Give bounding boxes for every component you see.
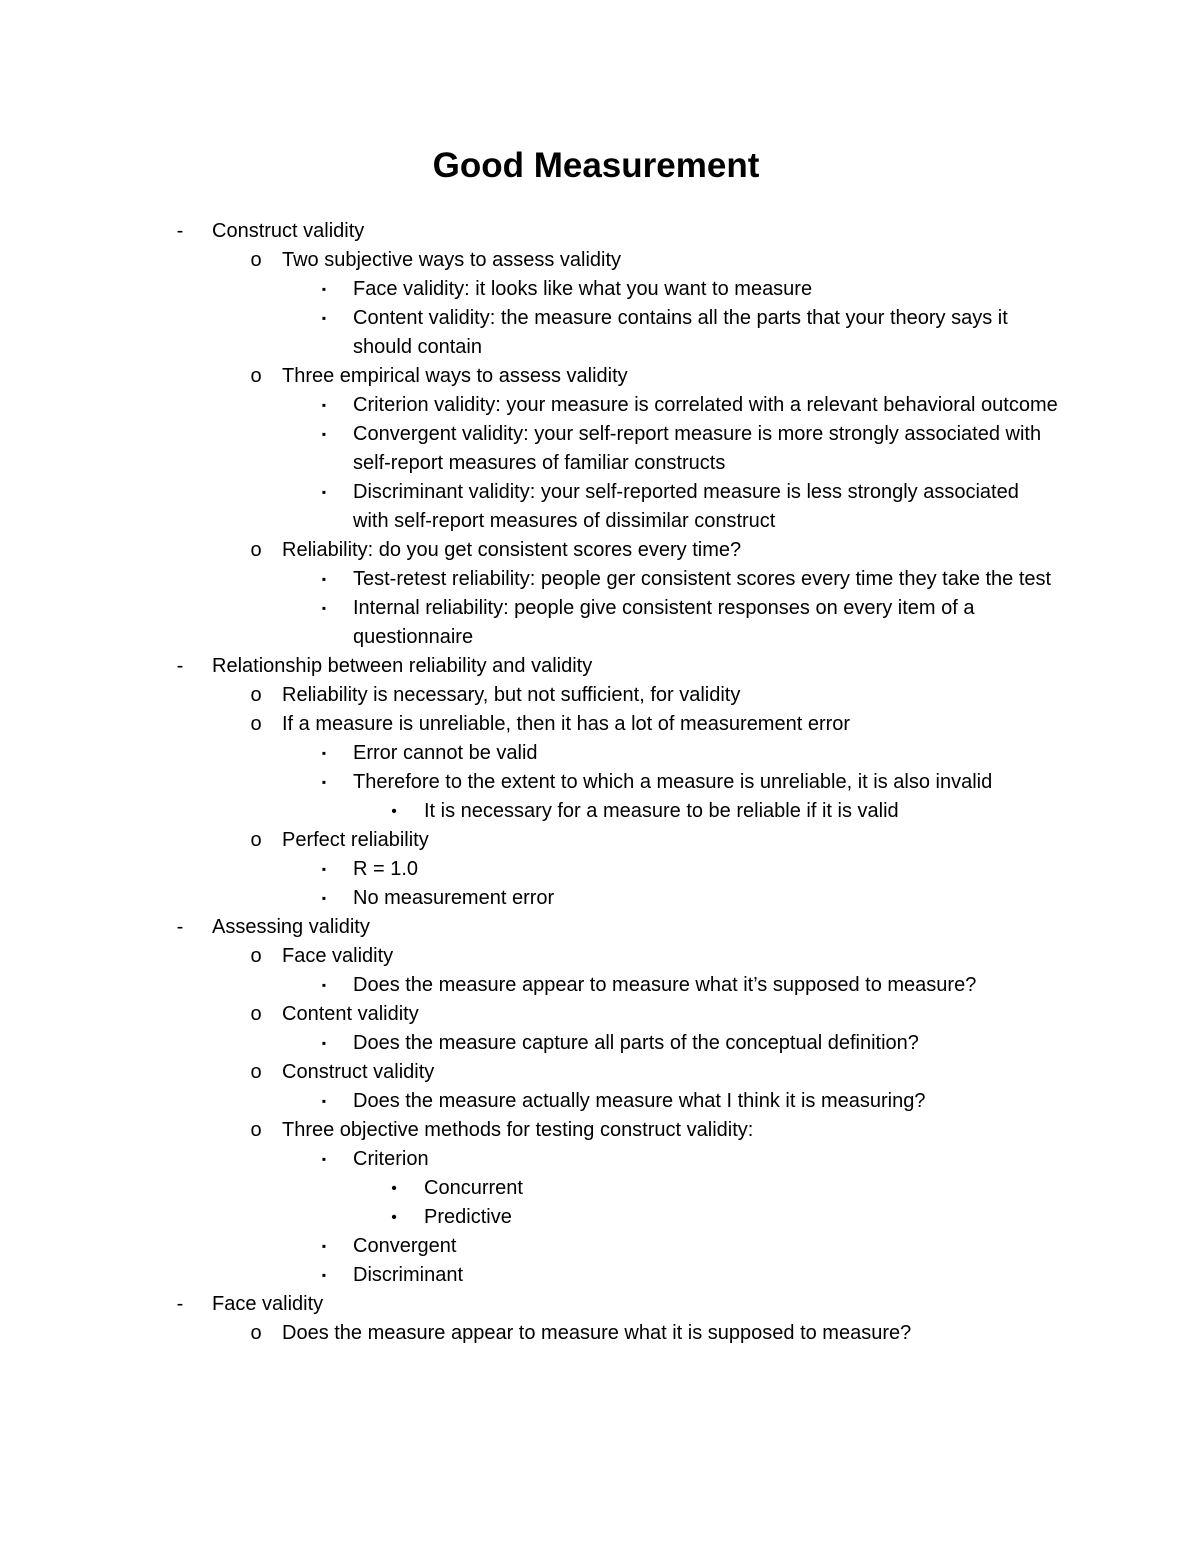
square-bullet-icon: ▪ (321, 1094, 327, 1108)
square-bullet-icon: ▪ (321, 282, 327, 296)
outline-item-text: Face validity: it looks like what you want to measure (353, 278, 813, 300)
square-bullet-icon: ▪ (321, 1036, 327, 1050)
outline-item-text: Predictive (424, 1206, 512, 1228)
outline-item-text: Therefore to the extent to which a measure is unreliable, it is also invalid (353, 771, 993, 793)
outline-item-text: Content validity: the measure contains all the parts that your theory says it should contain (353, 307, 1008, 358)
outline-item-level-4 (0, 797, 1200, 826)
outline-item-level-2 (0, 1116, 1200, 1145)
outline-item-level-1 (0, 217, 1200, 246)
outline-item-level-3 (0, 739, 1200, 768)
square-bullet-icon: ▪ (321, 398, 327, 412)
outline-item-level-1 (0, 1290, 1200, 1319)
round-bullet-icon: • (391, 1180, 397, 1197)
outline-item-level-2 (0, 942, 1200, 971)
outline-item-text: Convergent (353, 1235, 457, 1257)
outline-item-text: Does the measure appear to measure what it is supposed to measure? (282, 1322, 912, 1344)
square-bullet-icon: ▪ (321, 775, 327, 789)
outline-item-text: Concurrent (424, 1177, 523, 1199)
outline-item-level-3 (0, 304, 1200, 362)
circle-bullet-icon: o (250, 1119, 262, 1141)
square-bullet-icon: ▪ (321, 1152, 327, 1166)
circle-bullet-icon: o (250, 945, 262, 967)
outline-item-text: Face validity (282, 945, 394, 967)
outline-item-text: R = 1.0 (353, 858, 419, 880)
outline-item-level-3 (0, 1029, 1200, 1058)
circle-bullet-icon: o (250, 713, 262, 735)
dash-bullet-icon: - (176, 655, 184, 677)
outline-item-text: Three empirical ways to assess validity (282, 365, 628, 387)
outline-item-text: Relationship between reliability and validity (212, 655, 593, 677)
outline-item-level-3 (0, 884, 1200, 913)
square-bullet-icon: ▪ (321, 311, 327, 325)
outline-item-level-2 (0, 1319, 1200, 1348)
outline-item-level-3 (0, 971, 1200, 1000)
outline-item-text: Does the measure appear to measure what it’s supposed to measure? (353, 974, 977, 996)
circle-bullet-icon: o (250, 1322, 262, 1344)
outline-item-text: Discriminant (353, 1264, 464, 1286)
outline-item-level-3 (0, 1087, 1200, 1116)
round-bullet-icon: • (391, 1209, 397, 1226)
circle-bullet-icon: o (250, 829, 262, 851)
outline-item-text: Construct validity (282, 1061, 435, 1083)
square-bullet-icon: ▪ (321, 1268, 327, 1282)
square-bullet-icon: ▪ (321, 572, 327, 586)
outline-item-level-3 (0, 565, 1200, 594)
circle-bullet-icon: o (250, 1061, 262, 1083)
outline-item-text: Criterion (353, 1148, 429, 1170)
outline-item-text: Two subjective ways to assess validity (282, 249, 622, 271)
outline-item-level-3 (0, 1261, 1200, 1290)
outline-item-text: Criterion validity: your measure is correlated with a relevant behavioral outcome (353, 394, 1058, 416)
outline-item-level-3 (0, 275, 1200, 304)
circle-bullet-icon: o (250, 1003, 262, 1025)
outline-item-text: If a measure is unreliable, then it has a lot of measurement error (282, 713, 851, 735)
square-bullet-icon: ▪ (321, 746, 327, 760)
outline-item-level-3 (0, 391, 1200, 420)
outline-list (0, 217, 1200, 1348)
outline-item-text: Convergent validity: your self-report measure is more strongly associated with self-report measures of familiar constructs (353, 423, 1042, 474)
outline-item-text: Test-retest reliability: people ger consistent scores every time they take the test (353, 568, 1052, 590)
outline-item-level-3 (0, 855, 1200, 884)
outline-item-text: Face validity (212, 1293, 324, 1315)
outline-item-level-2 (0, 246, 1200, 275)
outline-item-level-3 (0, 768, 1200, 797)
outline-item-text: Construct validity (212, 220, 365, 242)
outline-item-text: Reliability: do you get consistent scores every time? (282, 539, 742, 561)
round-bullet-icon: • (391, 803, 397, 820)
outline-item-text: It is necessary for a measure to be reliable if it is valid (424, 800, 899, 822)
outline-item-text: Does the measure actually measure what I think it is measuring? (353, 1090, 926, 1112)
circle-bullet-icon: o (250, 684, 262, 706)
circle-bullet-icon: o (250, 539, 262, 561)
outline-item-level-3 (0, 420, 1200, 478)
outline-item-level-3 (0, 594, 1200, 652)
square-bullet-icon: ▪ (321, 601, 327, 615)
outline-item-text: Internal reliability: people give consistent responses on every item of a questionnaire (353, 597, 975, 648)
circle-bullet-icon: o (250, 249, 262, 271)
outline-item-text: Error cannot be valid (353, 742, 538, 764)
square-bullet-icon: ▪ (321, 427, 327, 441)
square-bullet-icon: ▪ (321, 485, 327, 499)
square-bullet-icon: ▪ (321, 978, 327, 992)
dash-bullet-icon: - (176, 1293, 184, 1315)
square-bullet-icon: ▪ (321, 891, 327, 905)
outline-item-level-1 (0, 913, 1200, 942)
square-bullet-icon: ▪ (321, 1239, 327, 1253)
outline-item-level-4 (0, 1174, 1200, 1203)
outline-item-level-2 (0, 826, 1200, 855)
outline-item-text: Assessing validity (212, 916, 370, 938)
outline-item-text: Content validity (282, 1003, 419, 1025)
dash-bullet-icon: - (176, 220, 184, 242)
outline-item-level-1 (0, 652, 1200, 681)
outline-item-text: Perfect reliability (282, 829, 429, 851)
outline-item-text: Discriminant validity: your self-reported measure is less strongly associated with self-report measures of dissimilar construct (353, 481, 1019, 532)
outline-item-text: Does the measure capture all parts of the conceptual definition? (353, 1032, 919, 1054)
circle-bullet-icon: o (250, 365, 262, 387)
outline-item-level-3 (0, 1232, 1200, 1261)
outline-item-level-2 (0, 681, 1200, 710)
outline-item-level-2 (0, 362, 1200, 391)
outline-item-level-2 (0, 1058, 1200, 1087)
outline-item-level-4 (0, 1203, 1200, 1232)
outline-item-level-2 (0, 710, 1200, 739)
outline-item-text: No measurement error (353, 887, 555, 909)
outline-item-text: Reliability is necessary, but not sufficient, for validity (282, 684, 741, 706)
square-bullet-icon: ▪ (321, 862, 327, 876)
outline-item-level-2 (0, 1000, 1200, 1029)
outline-item-level-3 (0, 478, 1200, 536)
outline-item-level-2 (0, 536, 1200, 565)
page-title: Good Measurement (432, 146, 760, 185)
outline-item-level-3 (0, 1145, 1200, 1174)
dash-bullet-icon: - (176, 916, 184, 938)
outline-item-text: Three objective methods for testing construct validity: (282, 1119, 754, 1141)
